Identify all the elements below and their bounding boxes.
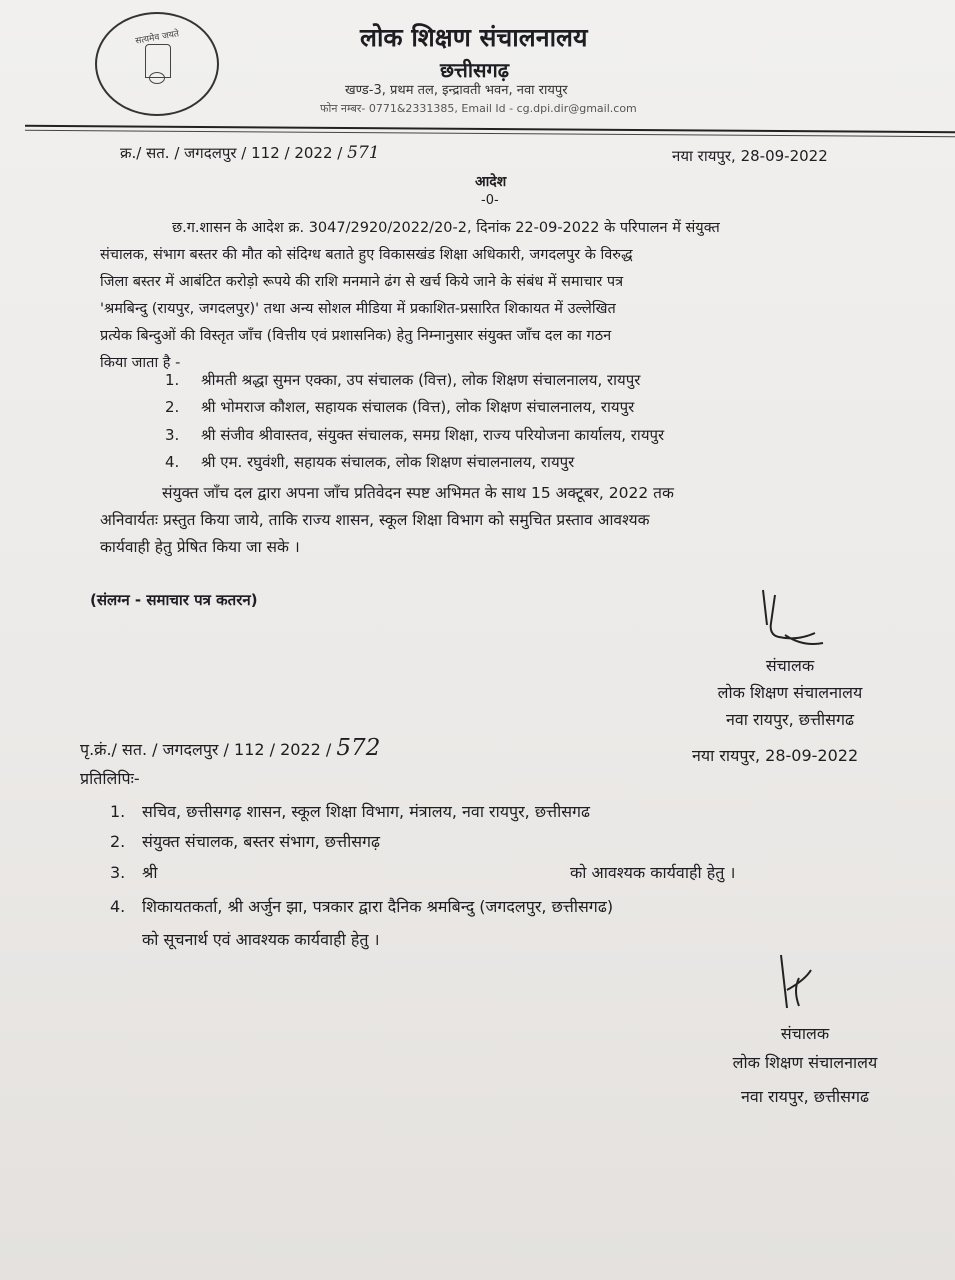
signatory-office: लोक शिक्षण संचालनालय [732,1053,878,1072]
copy-recipient: 3. श्री [110,863,158,882]
signature-1 [745,585,835,655]
emblem-text: सत्यमेव जयते [134,29,180,47]
copy-recipient-continuation: को सूचनार्थ एवं आवश्यक कार्यवाही हेतु । [142,930,380,949]
order-conclusion: संयुक्त जाँच दल द्वारा अपना जाँच प्रतिवेदन स्पष्ट अभिमत के साथ 15 अक्टूबर, 2022 तक अनिवार्यतः प्रस्तुत किया जाये, ताकि राज्य शासन, स्कूल शिक्षा विभाग को समुचित प्रस्ताव आवश्यक कार्यवाही हेतु प्रेषित किया जा सके । [100,484,674,556]
office-name: लोक शिक्षण संचालनालय [360,23,588,52]
order-paragraph: छ.ग.शासन के आदेश क्र. 3047/2920/2022/20-2, दिनांक 22-09-2022 के परिपालन में संयुक्त संचालक, संभाग बस्तर की मौत को संदिग्ध बताते हुए विकासखंड शिक्षा अधिकारी, जगदलपुर के विरुद्ध जिला बस्तर में आबंटित करोड़ो रूपये की राशि मनमाने ढंग से खर्च किये जाने के संबंध में समाचार पत्र 'श्रमबिन्दु (रायपुर, जगदलपुर)' तथा अन्य सोशल मीडिया में प्रकाशित-प्रसारित शिकायत में उल्लेखित प्रत्येक बिन्दुओं की विस्तृत जाँच (वित्तीय एवं प्रशासनिक) हेतु निम्नानुसार संयुक्त जाँच दल का गठन किया जाता है - [100,220,720,371]
committee-member: 3. श्री संजीव श्रीवास्तव, संयुक्त संचालक, समग्र शिक्षा, राज्य परियोजना कार्यालय, रायपुर [165,426,665,444]
state-name: छत्तीसगढ़ [440,58,510,82]
handwritten-ref-number: 571 [347,143,380,163]
copy-recipient-suffix: को आवश्यक कार्यवाही हेतु । [570,863,736,882]
copy-recipient: 2. संयुक्त संचालक, बस्तर संभाग, छत्तीसगढ़ [110,832,381,851]
signatory-place: नवा रायपुर, छत्तीसगढ [740,1087,870,1106]
committee-member: 1. श्रीमती श्रद्धा सुमन एक्का, उप संचालक (वित्त), लोक शिक्षण संचालनालय, रायपुर [165,371,641,389]
office-address: खण्ड-3, प्रथम तल, इन्द्रावती भवन, नवा रायपुर [345,83,568,98]
signatory-designation: संचालक [780,1024,830,1043]
enclosure-note: (संलग्न - समाचार पत्र कतरन) [90,591,258,609]
reference-number: क्र./ सत. / जगदलपुर / 112 / 2022 / 571 [120,143,380,163]
signatory-place: नवा रायपुर, छत्तीसगढ [725,710,855,729]
letterhead-divider [25,125,955,133]
order-title: आदेश [475,174,507,190]
handwritten-endorsement-number: 572 [336,735,381,761]
copy-recipient: 1. सचिव, छत्तीसगढ़ शासन, स्कूल शिक्षा विभाग, मंत्रालय, नवा रायपुर, छत्तीसगढ [110,802,591,821]
copy-recipient: 4. शिकायतकर्ता, श्री अर्जुन झा, पत्रकार द्वारा दैनिक श्रमबिन्दु (जगदलपुर, छत्तीसगढ) [110,897,614,916]
endorsement-number: पृ.क्रं./ सत. / जगदलपुर / 112 / 2022 / 572 [80,735,381,761]
copies-label: प्रतिलिपिः- [80,769,140,788]
signature-block-1 [660,652,920,733]
signature-2 [765,950,835,1020]
office-contact: फोन नम्बर- 0771&2331385, Email Id - cg.dpi.dir@gmail.com [320,102,637,115]
committee-member: 2. श्री भोमराज कौशल, सहायक संचालक (वित्त), लोक शिक्षण संचालनालय, रायपुर [165,398,635,416]
signatory-office: लोक शिक्षण संचालनालय [717,683,863,702]
issue-date: नया रायपुर, 28-09-2022 [672,147,828,165]
committee-member: 4. श्री एम. रघुवंशी, सहायक संचालक, लोक शिक्षण संचालनालय, रायपुर [165,453,575,471]
government-emblem-icon [95,12,219,116]
signatory-designation: संचालक [765,656,815,675]
order-separator: -0- [481,193,499,208]
signature-block-2 [680,1022,930,1114]
endorsement-date: नया रायपुर, 28-09-2022 [692,746,859,765]
